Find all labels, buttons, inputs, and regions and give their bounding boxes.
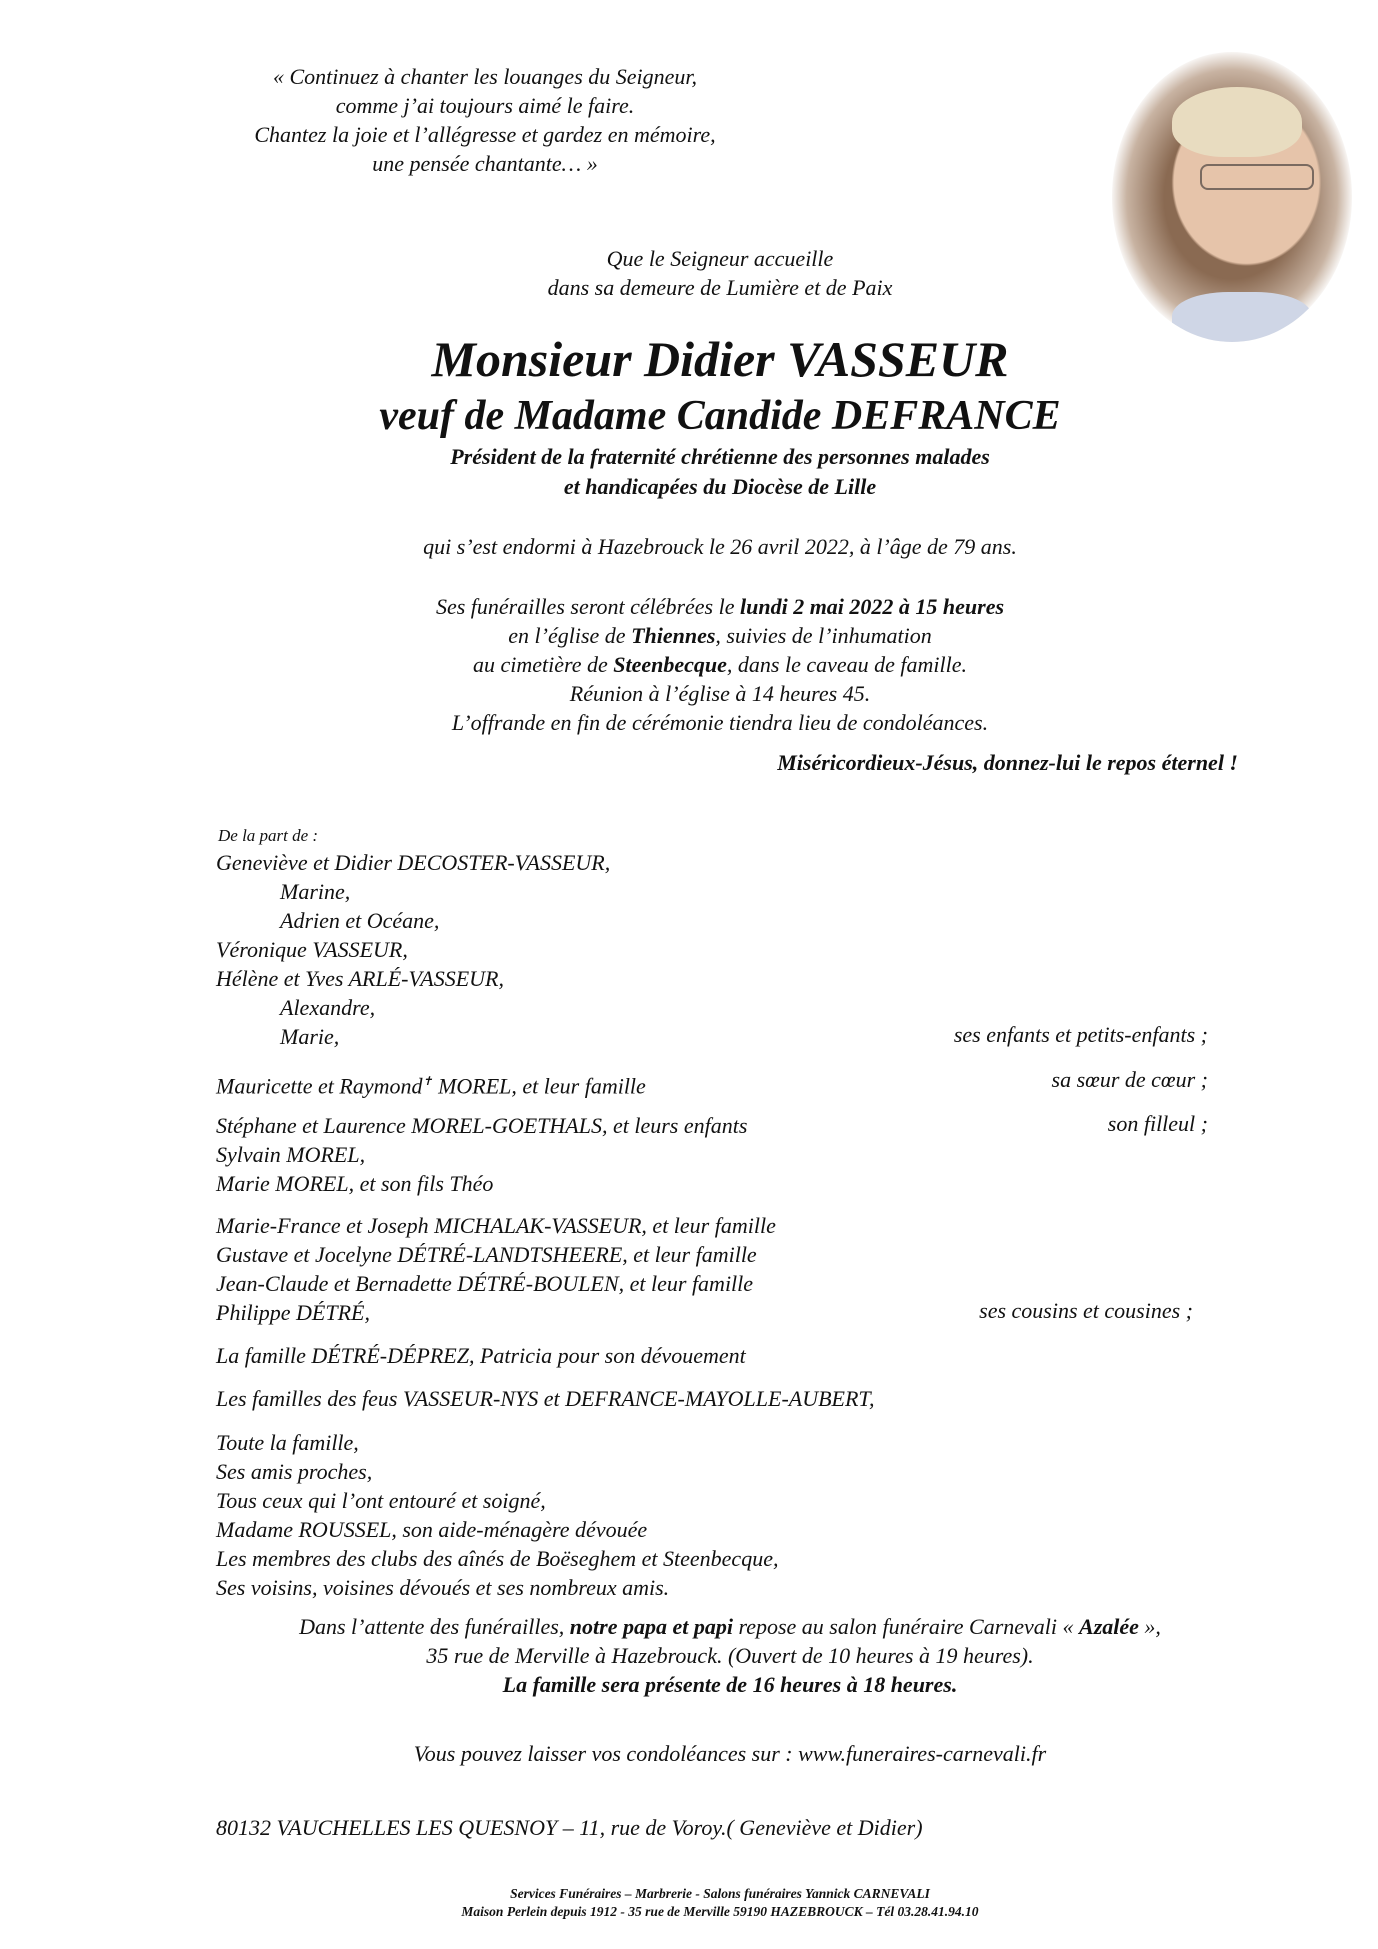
quote-line: Chantez la joie et l’allégresse et gardez en mémoire, — [254, 122, 716, 147]
opening-quote — [200, 62, 770, 178]
family-line: Les familles des feus VASSEUR-NYS et DEFRANCE-MAYOLLE-AUBERT, — [216, 1386, 875, 1411]
deceased-title: Président de la fraternité chrétienne des personnes malades et handicapées du Diocèse de Lille — [450, 444, 990, 499]
funeral-home-footer: Services Funéraires – Marbrerie - Salons funéraires Yannick CARNEVALI Maison Perlein depuis 1912 - 35 rue de Merville 59190 HAZEBROUCK – Tél 03.28.41.94.10 — [461, 1886, 979, 1919]
quote-line: comme j’ai toujours aimé le faire. — [335, 93, 635, 118]
welcome-text: Que le Seigneur accueille dans sa demeure de Lumière et de Paix — [547, 246, 893, 300]
quote-line: une pensée chantante… » — [372, 151, 598, 176]
relation-label: sa sœur de cœur ; — [1051, 1067, 1208, 1092]
deceased-name: Monsieur Didier VASSEUR — [431, 331, 1009, 387]
condolences-text: Vous pouvez laisser vos condoléances sur : www.funeraires-carnevali.fr — [413, 1741, 1047, 1766]
funeral-details: Ses funérailles seront célébrées le lundi 2 mai 2022 à 15 heures en l’église de Thiennes, suivies de l’inhumation au cimetière de Steenbecque, dans le caveau de famille. Réunion à l’église à 14 heures 45. L’offrande en fin de cérémonie tiendra lieu de condoléances. — [435, 594, 1005, 735]
family-address: 80132 VAUCHELLES LES QUESNOY – 11, rue de Voroy.( Geneviève et Didier) — [216, 1815, 923, 1840]
family-group-godson: Stéphane et Laurence MOREL-GOETHALS, et leurs enfants Sylvain MOREL, Marie MOREL, et son fils Théo — [216, 1113, 748, 1196]
relation-label: son filleul ; — [1107, 1111, 1208, 1136]
portrait-photo — [1112, 52, 1352, 342]
death-notice: qui s’est endormi à Hazebrouck le 26 avril 2022, à l’âge de 79 ans. — [423, 534, 1017, 559]
wake-details: Dans l’attente des funérailles, notre papa et papi repose au salon funéraire Carnevali « Azalée », 35 rue de Merville à Hazebrouck. (Ouvert de 10 heures à 19 heures). La famille sera présente de 16 heures à 18 heures. — [299, 1614, 1161, 1697]
from-label: De la part de : — [218, 826, 319, 845]
cross-icon: ✝ — [422, 1074, 433, 1088]
family-group-children: Geneviève et Didier DECOSTER-VASSEUR, Marine, Adrien et Océane, Véronique VASSEUR, Hélène et Yves ARLÉ-VASSEUR, Alexandre, Marie, — [216, 850, 611, 1049]
quote-line: « Continuez à chanter les louanges du Seigneur, — [272, 64, 698, 89]
closing-prayer: Miséricordieux-Jésus, donnez-lui le repos éternel ! — [777, 750, 1238, 775]
family-group-sister: Mauricette et Raymond✝ MOREL, et leur famille — [216, 1073, 646, 1099]
relation-label: ses cousins et cousines ; — [979, 1298, 1193, 1323]
family-group-others: Toute la famille, Ses amis proches, Tous ceux qui l’ont entouré et soigné, Madame ROUSSEL, son aide-ménagère dévouée Les membres des clubs des aînés de Boëseghem et Steenbecque, Ses voisins, voisines dévoués et ses nombreux amis. — [216, 1430, 779, 1600]
widow-line: veuf de Madame Candide DEFRANCE — [379, 393, 1061, 439]
family-line: La famille DÉTRÉ-DÉPREZ, Patricia pour son dévouement — [216, 1343, 746, 1368]
family-group-cousins: Marie-France et Joseph MICHALAK-VASSEUR, et leur famille Gustave et Jocelyne DÉTRÉ-LANDTSHEERE, et leur famille Jean-Claude et Bernadette DÉTRÉ-BOULEN, et leur famille Philippe DÉTRÉ, — [216, 1213, 776, 1325]
relation-label: ses enfants et petits-enfants ; — [953, 1022, 1208, 1047]
